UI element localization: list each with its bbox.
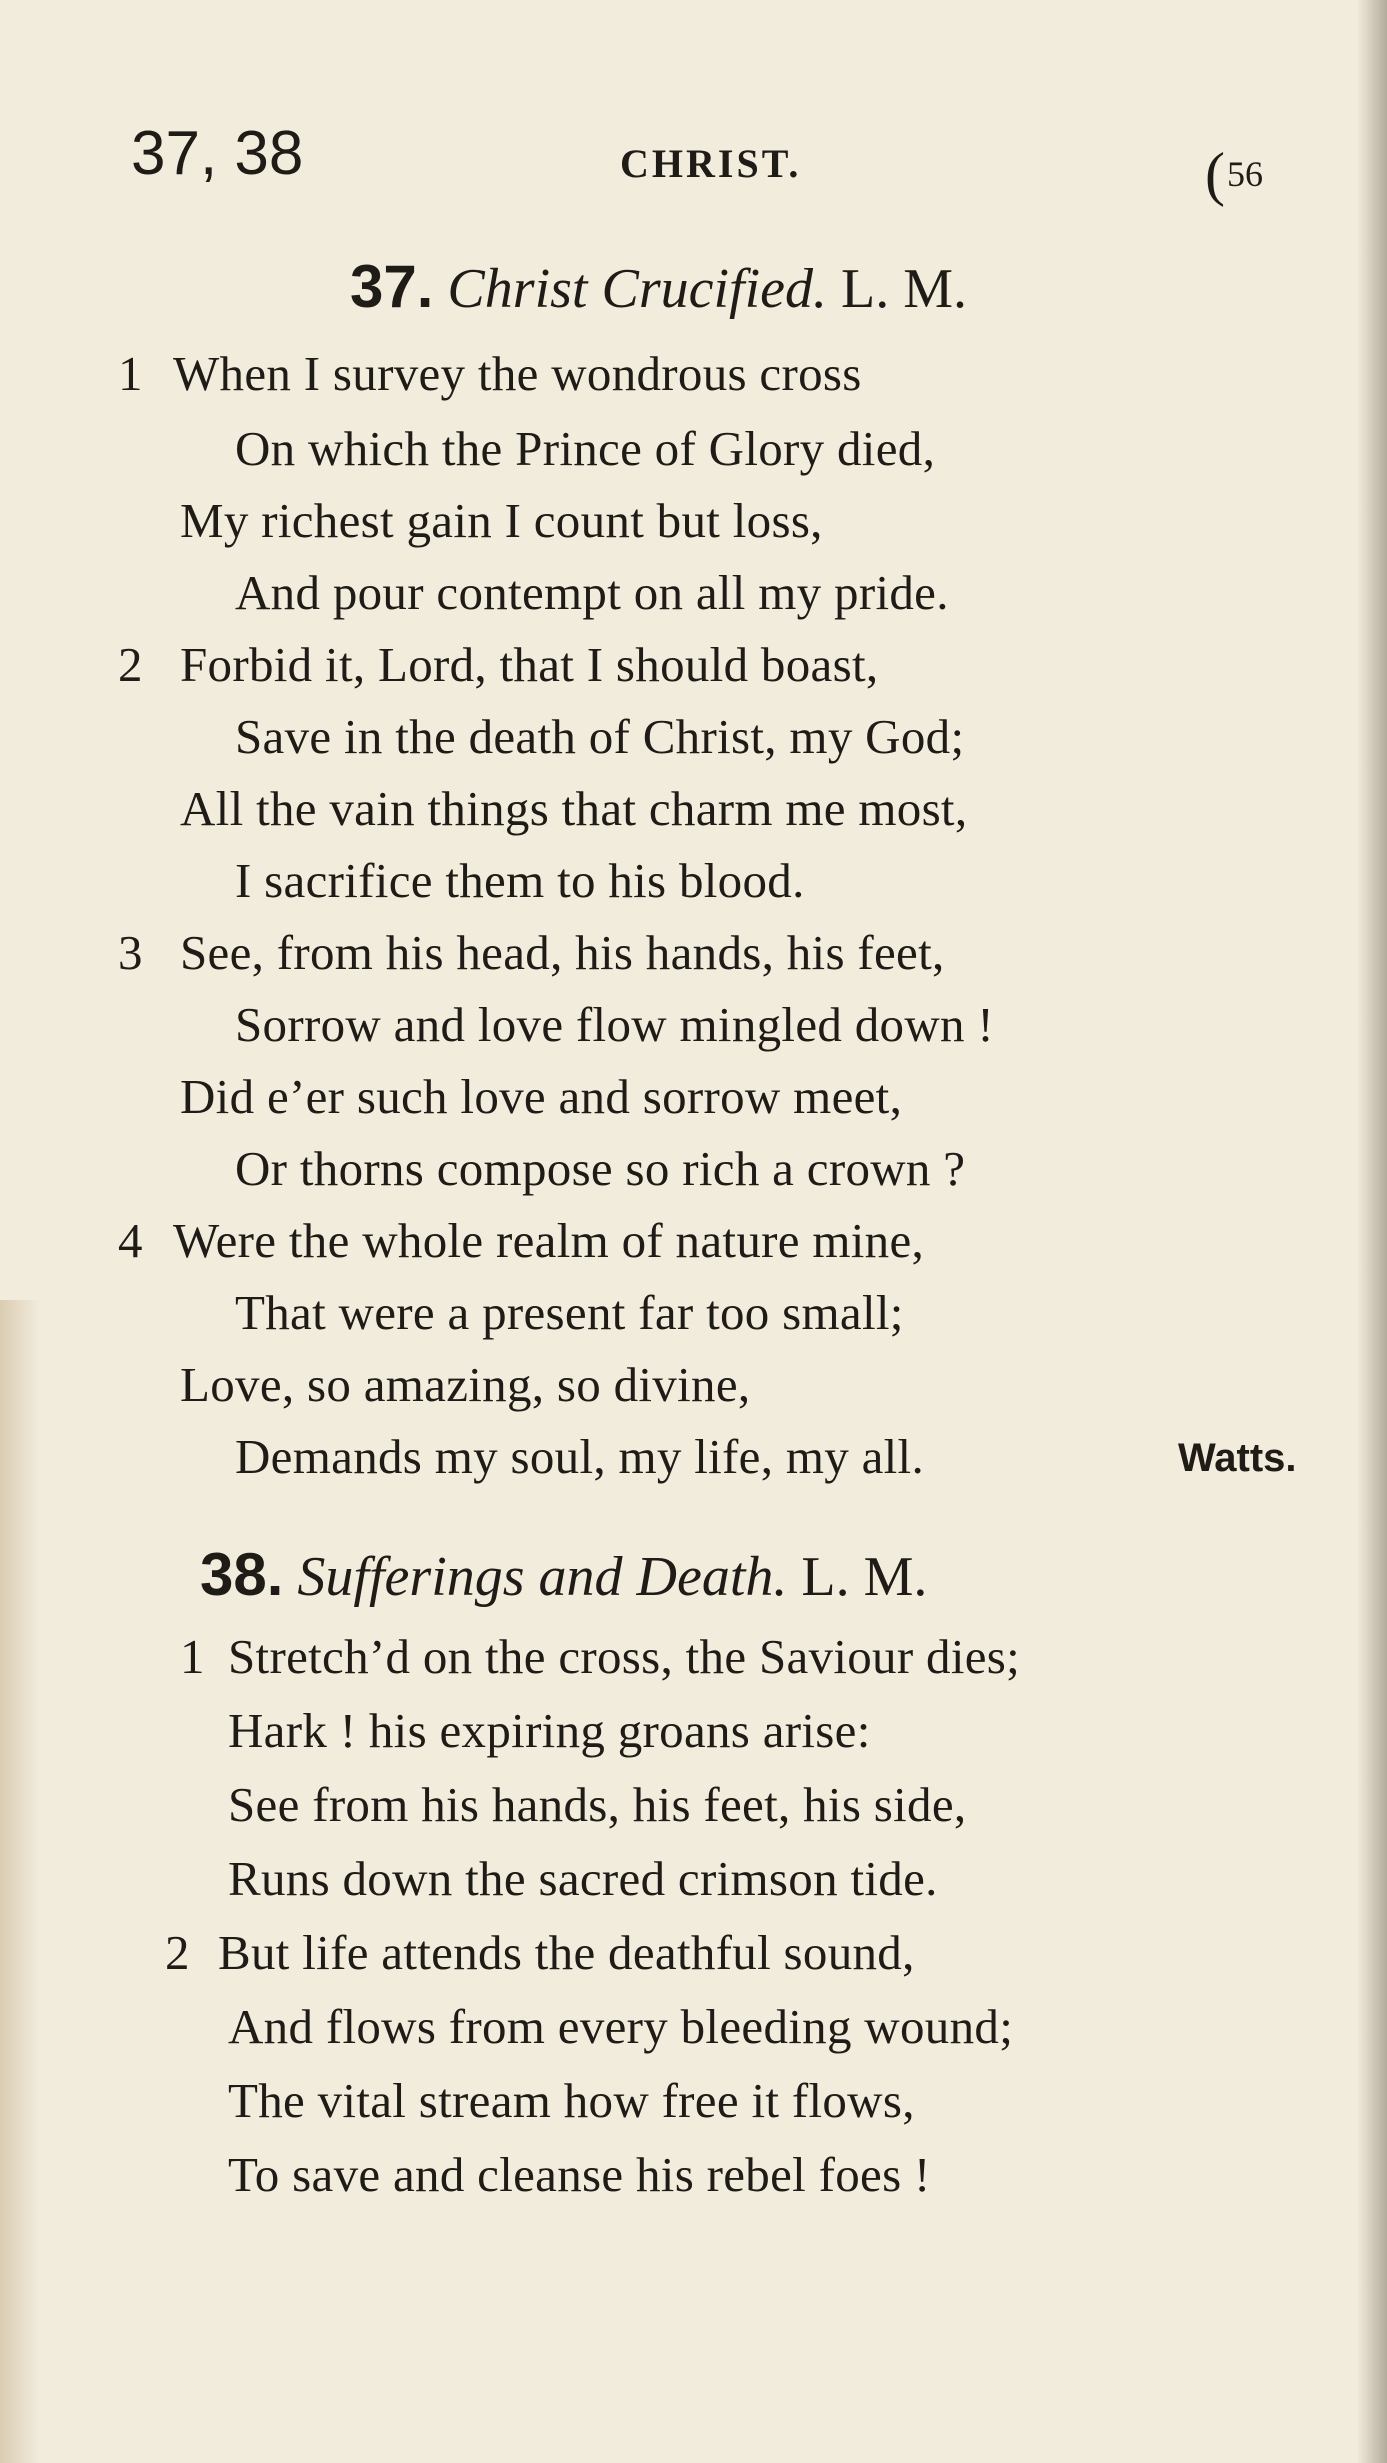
verse-number: 1 [180, 1629, 205, 1684]
verse-number: 1 [118, 346, 143, 401]
verse-line: The vital stream how free it flows, [228, 2073, 915, 2128]
verse-line: Demands my soul, my life, my all. [235, 1429, 925, 1484]
hymn-author: Watts. [1178, 1436, 1297, 1480]
hymn-range: 37, 38 [131, 119, 304, 188]
verse-line: Were the whole realm of nature mine, [173, 1213, 925, 1268]
verse-line: Stretch’d on the cross, the Saviour dies; [228, 1629, 1021, 1684]
verse-line: Did e’er such love and sorrow meet, [180, 1069, 903, 1124]
verse-line: Save in the death of Christ, my God; [235, 709, 965, 764]
verse-line: And pour contempt on all my pride. [235, 565, 949, 620]
verse-line: All the vain things that charm me most, [180, 781, 968, 836]
page-stain [0, 1300, 40, 2463]
verse-line: And flows from every bleeding wound; [228, 1999, 1014, 2054]
verse-number: 2 [165, 1925, 190, 1980]
verse-line: Runs down the sacred crimson tide. [228, 1851, 938, 1906]
hymn-name: Christ Crucified. [447, 258, 828, 320]
verse-number: 3 [118, 925, 143, 980]
verse-line: Or thorns compose so rich a crown ? [235, 1141, 966, 1196]
verse-line: When I survey the wondrous cross [173, 346, 862, 401]
verse-line: To save and cleanse his rebel foes ! [228, 2147, 931, 2202]
hymn-name: Sufferings and Death. [297, 1546, 788, 1608]
verse-line: That were a present far too small; [235, 1285, 904, 1340]
hymn-number: 38. [200, 1541, 284, 1608]
page-edge-shadow [1357, 0, 1387, 2463]
verse-line: See from his hands, his feet, his side, [228, 1777, 967, 1832]
verse-number: 2 [118, 637, 143, 692]
verse-line: On which the Prince of Glory died, [235, 421, 936, 476]
hymn-heading [200, 1540, 927, 1609]
hymn-heading [350, 252, 967, 321]
verse-line: Sorrow and love flow mingled down ! [235, 997, 994, 1052]
hymn-number: 37. [350, 253, 434, 320]
running-header [0, 118, 1387, 198]
verse-line: Hark ! his expiring groans arise: [228, 1703, 871, 1758]
verse-line: Love, so amazing, so divine, [180, 1357, 751, 1412]
hymn-meter: L. M. [801, 1546, 928, 1608]
verse-line: See, from his head, his hands, his feet, [180, 925, 945, 980]
hymn-meter: L. M. [841, 258, 968, 320]
section-title: CHRIST. [620, 141, 802, 186]
verse-line: I sacrifice them to his blood. [235, 853, 805, 908]
page-number: ( 56 [1205, 132, 1263, 201]
verse-line: Forbid it, Lord, that I should boast, [180, 637, 879, 692]
verse-line: My richest gain I count but loss, [180, 493, 823, 548]
verse-line: But life attends the deathful sound, [218, 1925, 915, 1980]
verse-number: 4 [118, 1213, 143, 1268]
